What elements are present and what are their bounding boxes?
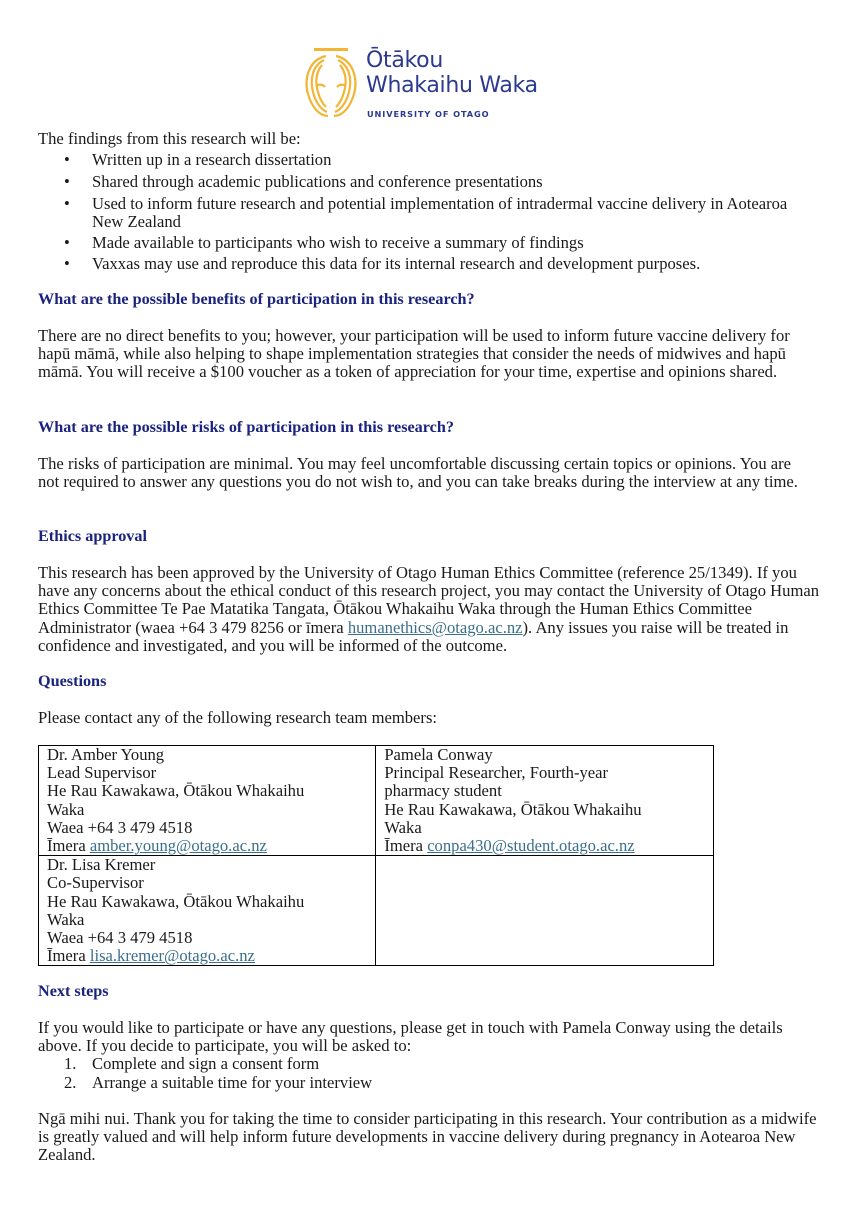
ethics-text-after: ). Any issues you raise will be treated in confidence and investigated, and you will be informed of the outcome. xyxy=(38,617,789,655)
questions-intro: Please contact any of the following research team members: xyxy=(38,708,438,727)
contact-email-link[interactable]: conpa430@student.otago.ac.nz xyxy=(427,836,635,856)
contact-dept: He Rau Kawakawa, Ōtākou Whakaihu Waka xyxy=(384,799,642,837)
step-number: 1. xyxy=(64,1054,77,1074)
email-label: Īmera xyxy=(47,836,86,856)
contact-cell-pamela-conway xyxy=(376,746,714,856)
contact-role: Lead Supervisor xyxy=(47,763,157,783)
contact-email-line xyxy=(47,947,375,965)
ethics-email-link[interactable]: humanethics@otago.ac.nz xyxy=(347,617,523,637)
logo-subtitle: UNIVERSITY OF OTAGO xyxy=(367,109,490,119)
benefits-heading: What are the possible benefits of participation in this research? xyxy=(38,290,475,308)
contact-role: Co-Supervisor xyxy=(47,873,144,893)
ethics-text-before: This research has been approved by the University of Otago Human Ethics Committee (reference 25/1349). If you have any concerns about the ethical conduct of this research project, you may contact the University of Otago Human Ethics Committee Te Pae Matatika Tangata, Ōtākou Whakaihu Waka through the Human Ethics Committee Administrator (waea +64 3 479 8256 or īmera xyxy=(38,563,820,637)
otago-o-macron-logo-icon xyxy=(300,46,362,120)
questions-section xyxy=(38,672,828,727)
risks-body: The risks of participation are minimal. You may feel uncomfortable discussing certain topics or opinions. You are not required to answer any questions you do not wish to, and you can take breaks during the interview at any time. xyxy=(38,454,798,492)
contact-phone-line xyxy=(47,929,375,947)
contact-dept: He Rau Kawakawa, Ōtākou Whakaihu Waka xyxy=(47,781,305,819)
step-text: Complete and sign a consent form xyxy=(92,1054,320,1074)
contact-email-line xyxy=(384,837,713,855)
benefits-body: There are no direct benefits to you; however, your participation will be used to inform future vaccine delivery for hapū māmā, while also helping to shape implementation strategies that consider the needs of midwives and hapū māmā. You will receive a $100 voucher as a token of appreciation for your time, expertise and opinions shared. xyxy=(38,326,790,382)
phone-label: Waea xyxy=(47,928,84,948)
findings-item: • Vaxxas may use and reproduce this data for its internal research and development purposes. xyxy=(38,255,828,273)
contact-email-link[interactable]: amber.young@otago.ac.nz xyxy=(89,836,267,856)
ethics-heading: Ethics approval xyxy=(38,527,147,545)
contact-name: Dr. Lisa Kremer xyxy=(47,855,156,875)
contact-dept: He Rau Kawakawa, Ōtākou Whakaihu Waka xyxy=(47,891,305,929)
contact-phone: +64 3 479 4518 xyxy=(87,928,193,948)
findings-item: • Shared through academic publications and conference presentations xyxy=(38,173,828,191)
next-steps-list xyxy=(38,1055,828,1091)
email-label: Īmera xyxy=(47,946,86,966)
ethics-section xyxy=(38,527,828,655)
next-steps-section xyxy=(38,982,828,1092)
benefits-section xyxy=(38,290,828,382)
risks-heading: What are the possible risks of participation in this research? xyxy=(38,418,454,436)
step-number: 2. xyxy=(64,1072,77,1092)
contact-name: Pamela Conway xyxy=(384,745,493,764)
contact-name: Dr. Amber Young xyxy=(47,745,165,764)
next-steps-body: If you would like to participate or have any questions, please get in touch with Pamela Conway using the details above. If you decide to participate, you will be asked to: xyxy=(38,1018,783,1056)
ethics-body xyxy=(38,564,828,655)
logo-title-line1: Ōtākou xyxy=(366,48,443,73)
findings-list xyxy=(38,151,828,273)
email-label: Īmera xyxy=(384,836,424,856)
findings-section xyxy=(38,130,828,273)
next-steps-heading: Next steps xyxy=(38,982,109,1000)
contact-phone-line xyxy=(47,819,375,837)
phone-label: Waea xyxy=(47,817,84,837)
risks-section xyxy=(38,418,828,491)
contact-role: Principal Researcher, Fourth-year pharmacy student xyxy=(384,763,609,801)
findings-item: • Made available to participants who wish to receive a summary of findings xyxy=(38,234,828,252)
contact-cell-amber-young xyxy=(39,746,376,856)
university-logo xyxy=(300,46,580,122)
findings-item: • Written up in a research dissertation xyxy=(38,151,828,169)
findings-item: • Used to inform future research and potential implementation of intradermal vaccine delivery in Aotearoa New Zealand xyxy=(38,195,828,231)
contact-email-link[interactable]: lisa.kremer@otago.ac.nz xyxy=(89,946,255,966)
step-text: Arrange a suitable time for your interview xyxy=(92,1072,373,1092)
contact-cell-lisa-kremer xyxy=(39,856,376,966)
step-item xyxy=(38,1074,828,1092)
closing-section xyxy=(38,1110,828,1165)
contacts-table xyxy=(38,745,714,966)
step-item xyxy=(38,1055,828,1073)
logo-title-line2: Whakaihu Waka xyxy=(366,73,538,98)
contact-phone: +64 3 479 4518 xyxy=(87,817,193,837)
empty-cell xyxy=(376,856,714,966)
closing-body: Ngā mihi nui. Thank you for taking the time to consider participating in this research. Your contribution as a midwife is greatly valued and will help inform future developments in vaccine delivery during pregnancy in Aotearoa New Zealand. xyxy=(38,1109,817,1165)
findings-intro: The findings from this research will be: xyxy=(38,129,301,148)
contact-email-line xyxy=(47,837,375,855)
questions-heading: Questions xyxy=(38,672,107,690)
table-row xyxy=(39,746,714,856)
table-row xyxy=(39,856,714,966)
